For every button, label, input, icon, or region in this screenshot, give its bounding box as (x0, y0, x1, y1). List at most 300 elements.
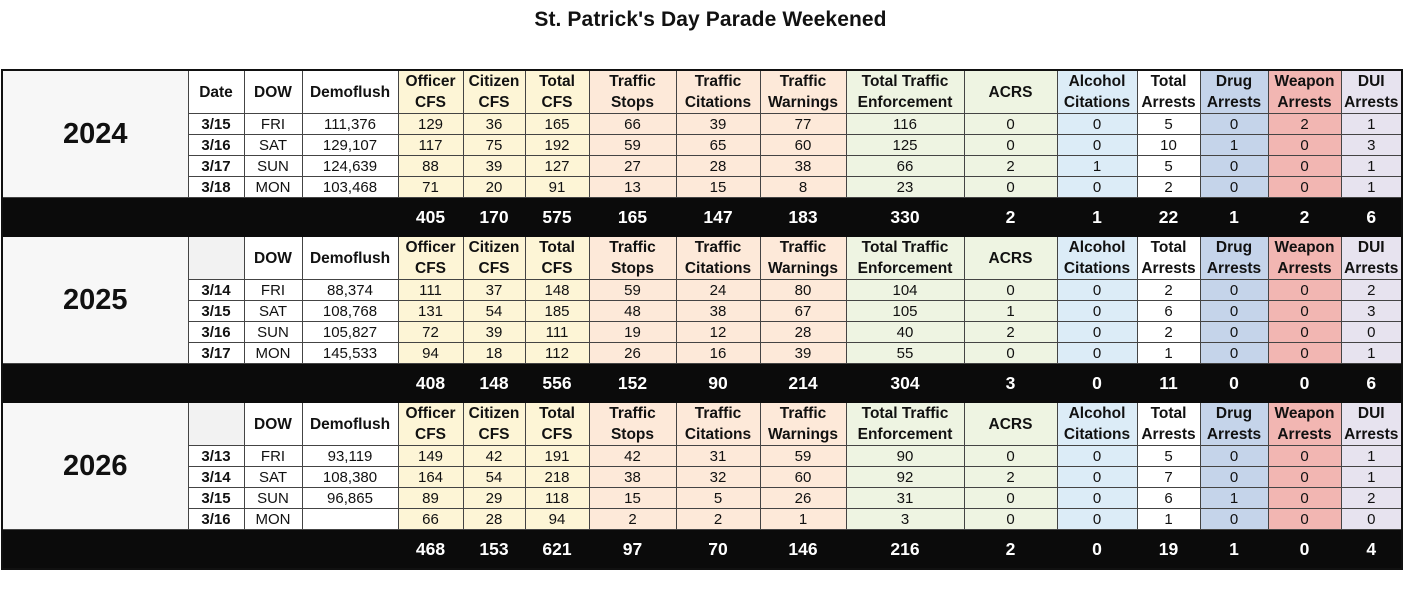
officer-cfs-header-line: CFS (415, 426, 446, 443)
dow-cell: SAT (244, 467, 302, 488)
total-cfs-header (525, 70, 589, 114)
citizen-cfs-cell: 37 (463, 280, 525, 301)
total-arrests-header-line: Arrests (1141, 94, 1196, 111)
drug-arrests-header (1200, 237, 1268, 280)
totals-spacer (2, 530, 398, 570)
citizen-cfs-cell: 20 (463, 177, 525, 198)
total-arrests-cell: 2 (1137, 280, 1200, 301)
dow-cell: FRI (244, 280, 302, 301)
traffic-citations-total: 70 (676, 530, 760, 570)
total-cfs-header (525, 403, 589, 446)
drug-arrests-cell: 0 (1200, 467, 1268, 488)
total-traffic-enforcement-header-line: Total Traffic (861, 73, 949, 90)
alcohol-citations-header-line: Alcohol (1068, 405, 1126, 422)
dui-arrests-cell: 3 (1341, 301, 1402, 322)
officer-cfs-header (398, 403, 463, 446)
acrs-cell: 2 (964, 322, 1057, 343)
dow-cell: SAT (244, 301, 302, 322)
citizen-cfs-cell: 39 (463, 156, 525, 177)
drug-arrests-cell: 0 (1200, 322, 1268, 343)
dui-arrests-header-line: DUI (1357, 405, 1385, 422)
demoflush-cell: 93,119 (302, 446, 398, 467)
total-cfs-header-line: CFS (541, 94, 573, 111)
traffic-stops-header-line: Traffic (609, 73, 656, 90)
officer-cfs-header-line: CFS (415, 260, 446, 277)
total-arrests-header-line: Total (1150, 73, 1187, 90)
drug-arrests-cell: 0 (1200, 280, 1268, 301)
total-arrests-header (1137, 70, 1200, 114)
traffic-stops-cell: 13 (589, 177, 676, 198)
traffic-warnings-cell: 80 (760, 280, 846, 301)
alcohol-citations-header-line: Alcohol (1068, 73, 1126, 90)
year-label: 2024 (2, 70, 188, 198)
traffic-stops-total: 97 (589, 530, 676, 570)
alcohol-citations-cell: 0 (1057, 135, 1137, 156)
dow-cell: SAT (244, 135, 302, 156)
traffic-citations-header (676, 403, 760, 446)
weapon-arrests-cell: 0 (1268, 177, 1341, 198)
alcohol-citations-header (1057, 403, 1137, 446)
alcohol-citations-cell: 0 (1057, 343, 1137, 364)
weapon-arrests-cell: 0 (1268, 135, 1341, 156)
acrs-cell: 0 (964, 280, 1057, 301)
traffic-warnings-header-line: Traffic (779, 239, 827, 256)
citizen-cfs-header-line: Citizen (468, 239, 520, 256)
dui-arrests-cell: 1 (1341, 156, 1402, 177)
table-row (2, 301, 1402, 322)
weapon-arrests-total: 0 (1268, 364, 1341, 403)
total-cfs-total: 621 (525, 530, 589, 570)
demoflush-cell: 96,865 (302, 488, 398, 509)
officer-cfs-header (398, 237, 463, 280)
dow-cell: FRI (244, 114, 302, 135)
demoflush-cell: 105,827 (302, 322, 398, 343)
drug-arrests-cell: 0 (1200, 343, 1268, 364)
officer-cfs-cell: 131 (398, 301, 463, 322)
citizen-cfs-cell: 36 (463, 114, 525, 135)
citizen-cfs-total: 148 (463, 364, 525, 403)
officer-cfs-total: 408 (398, 364, 463, 403)
total-traffic-enforcement-header-line: Enforcement (857, 426, 953, 443)
total-traffic-enforcement-cell: 90 (846, 446, 964, 467)
alcohol-citations-header-line: Citations (1063, 426, 1131, 443)
total-arrests-cell: 1 (1137, 343, 1200, 364)
traffic-citations-cell: 16 (676, 343, 760, 364)
alcohol-citations-cell: 0 (1057, 177, 1137, 198)
citizen-cfs-header-line: CFS (478, 260, 510, 277)
total-arrests-header (1137, 403, 1200, 446)
acrs-header: ACRS (964, 403, 1057, 446)
totals-row (2, 530, 1402, 570)
total-cfs-cell: 112 (525, 343, 589, 364)
total-cfs-header-line: Total (539, 239, 575, 256)
date-cell: 3/17 (188, 343, 244, 364)
citizen-cfs-cell: 42 (463, 446, 525, 467)
dui-arrests-header-line: Arrests (1344, 426, 1399, 443)
citizen-cfs-cell: 18 (463, 343, 525, 364)
table-row (2, 488, 1402, 509)
officer-cfs-cell: 117 (398, 135, 463, 156)
total-cfs-cell: 191 (525, 446, 589, 467)
traffic-warnings-header (760, 403, 846, 446)
total-arrests-total: 19 (1137, 530, 1200, 570)
total-cfs-cell: 192 (525, 135, 589, 156)
alcohol-citations-cell: 0 (1057, 114, 1137, 135)
total-traffic-enforcement-total: 304 (846, 364, 964, 403)
citizen-cfs-total: 170 (463, 198, 525, 237)
traffic-citations-cell: 5 (676, 488, 760, 509)
table-row (2, 177, 1402, 198)
dow-header: DOW (244, 70, 302, 114)
traffic-citations-header-line: Traffic (694, 73, 742, 90)
drug-arrests-cell: 1 (1200, 488, 1268, 509)
officer-cfs-header-line: CFS (415, 94, 446, 111)
traffic-citations-header-line: Traffic (694, 405, 742, 422)
demoflush-cell: 124,639 (302, 156, 398, 177)
total-arrests-cell: 5 (1137, 114, 1200, 135)
traffic-stops-header-line: Traffic (609, 239, 656, 256)
demoflush-header: Demoflush (302, 70, 398, 114)
drug-arrests-header-line: Arrests (1206, 94, 1262, 111)
traffic-warnings-total: 214 (760, 364, 846, 403)
traffic-citations-header (676, 70, 760, 114)
acrs-cell: 0 (964, 343, 1057, 364)
date-cell: 3/15 (188, 301, 244, 322)
total-cfs-header-line: Total (539, 73, 575, 90)
total-cfs-total: 575 (525, 198, 589, 237)
weapon-arrests-header-line: Weapon (1274, 73, 1335, 90)
drug-arrests-cell: 0 (1200, 114, 1268, 135)
traffic-warnings-cell: 60 (760, 135, 846, 156)
alcohol-citations-header (1057, 70, 1137, 114)
alcohol-citations-total: 1 (1057, 198, 1137, 237)
traffic-stops-total: 165 (589, 198, 676, 237)
weapon-arrests-header (1268, 237, 1341, 280)
traffic-stops-cell: 59 (589, 280, 676, 301)
traffic-warnings-header-line: Traffic (779, 405, 827, 422)
year-label: 2026 (2, 403, 188, 530)
traffic-citations-cell: 32 (676, 467, 760, 488)
acrs-cell: 0 (964, 114, 1057, 135)
table-row (2, 114, 1402, 135)
alcohol-citations-header-line: Citations (1063, 260, 1131, 277)
traffic-warnings-header (760, 70, 846, 114)
citizen-cfs-header-line: CFS (478, 94, 510, 111)
total-arrests-cell: 2 (1137, 322, 1200, 343)
weapon-arrests-cell: 2 (1268, 114, 1341, 135)
total-arrests-cell: 10 (1137, 135, 1200, 156)
dui-arrests-header (1341, 237, 1402, 280)
weapon-arrests-cell: 0 (1268, 467, 1341, 488)
acrs-cell: 2 (964, 156, 1057, 177)
drug-arrests-header-line: Arrests (1206, 260, 1262, 277)
traffic-stops-header (589, 237, 676, 280)
traffic-citations-header-line: Citations (684, 94, 752, 111)
citizen-cfs-cell: 29 (463, 488, 525, 509)
traffic-warnings-cell: 39 (760, 343, 846, 364)
date-cell: 3/15 (188, 114, 244, 135)
traffic-citations-total: 147 (676, 198, 760, 237)
dui-arrests-cell: 1 (1341, 446, 1402, 467)
demoflush-cell: 108,380 (302, 467, 398, 488)
year-label: 2025 (2, 237, 188, 364)
header-row (2, 403, 1402, 446)
demoflush-cell: 145,533 (302, 343, 398, 364)
page-title: St. Patrick's Day Parade Weekened (534, 8, 887, 31)
dui-arrests-cell: 0 (1341, 509, 1402, 530)
weapon-arrests-cell: 0 (1268, 488, 1341, 509)
traffic-warnings-total: 146 (760, 530, 846, 570)
alcohol-citations-cell: 0 (1057, 488, 1137, 509)
table-row (2, 509, 1402, 530)
drug-arrests-cell: 0 (1200, 509, 1268, 530)
traffic-citations-cell: 2 (676, 509, 760, 530)
drug-arrests-total: 1 (1200, 530, 1268, 570)
traffic-stops-cell: 15 (589, 488, 676, 509)
date-cell: 3/15 (188, 488, 244, 509)
alcohol-citations-cell: 1 (1057, 156, 1137, 177)
drug-arrests-header-line: Arrests (1206, 426, 1262, 443)
total-arrests-cell: 6 (1137, 301, 1200, 322)
table-row (2, 156, 1402, 177)
table-row (2, 467, 1402, 488)
date-header: Date (188, 70, 244, 114)
traffic-citations-header (676, 237, 760, 280)
date-cell: 3/18 (188, 177, 244, 198)
demoflush-cell: 111,376 (302, 114, 398, 135)
date-cell: 3/14 (188, 467, 244, 488)
traffic-stops-cell: 42 (589, 446, 676, 467)
traffic-stops-header-line: Stops (610, 260, 655, 277)
total-cfs-cell: 91 (525, 177, 589, 198)
traffic-warnings-cell: 60 (760, 467, 846, 488)
traffic-citations-cell: 65 (676, 135, 760, 156)
dui-arrests-cell: 1 (1341, 114, 1402, 135)
acrs-total: 2 (964, 198, 1057, 237)
traffic-stops-cell: 66 (589, 114, 676, 135)
acrs-cell: 0 (964, 177, 1057, 198)
traffic-citations-cell: 15 (676, 177, 760, 198)
total-arrests-cell: 7 (1137, 467, 1200, 488)
totals-row (2, 198, 1402, 237)
total-traffic-enforcement-cell: 31 (846, 488, 964, 509)
dui-arrests-header-line: DUI (1357, 73, 1385, 90)
date-cell: 3/17 (188, 156, 244, 177)
total-traffic-enforcement-cell: 66 (846, 156, 964, 177)
total-traffic-enforcement-total: 330 (846, 198, 964, 237)
traffic-warnings-cell: 28 (760, 322, 846, 343)
total-traffic-enforcement-cell: 55 (846, 343, 964, 364)
traffic-warnings-cell: 59 (760, 446, 846, 467)
officer-cfs-total: 468 (398, 530, 463, 570)
officer-cfs-cell: 66 (398, 509, 463, 530)
drug-arrests-cell: 0 (1200, 446, 1268, 467)
acrs-total: 2 (964, 530, 1057, 570)
citizen-cfs-total: 153 (463, 530, 525, 570)
total-arrests-header-line: Total (1150, 405, 1187, 422)
traffic-stops-cell: 38 (589, 467, 676, 488)
acrs-header: ACRS (964, 237, 1057, 280)
total-traffic-enforcement-header-line: Total Traffic (861, 405, 949, 422)
dow-cell: SUN (244, 322, 302, 343)
dui-arrests-cell: 1 (1341, 177, 1402, 198)
dui-arrests-header-line: Arrests (1344, 94, 1399, 111)
date-cell: 3/16 (188, 509, 244, 530)
weapon-arrests-header-line: Weapon (1274, 239, 1335, 256)
total-traffic-enforcement-header (846, 403, 964, 446)
weapon-arrests-cell: 0 (1268, 301, 1341, 322)
table-row (2, 322, 1402, 343)
drug-arrests-header (1200, 403, 1268, 446)
weapon-arrests-cell: 0 (1268, 343, 1341, 364)
total-cfs-cell: 148 (525, 280, 589, 301)
traffic-warnings-header-line: Warnings (767, 426, 839, 443)
demoflush-cell: 108,768 (302, 301, 398, 322)
traffic-citations-cell: 38 (676, 301, 760, 322)
officer-cfs-cell: 71 (398, 177, 463, 198)
total-cfs-cell: 111 (525, 322, 589, 343)
traffic-stops-cell: 59 (589, 135, 676, 156)
total-traffic-enforcement-header-line: Enforcement (857, 94, 953, 111)
traffic-stops-cell: 19 (589, 322, 676, 343)
dow-header: DOW (244, 403, 302, 446)
officer-cfs-cell: 89 (398, 488, 463, 509)
traffic-stops-cell: 2 (589, 509, 676, 530)
traffic-warnings-header (760, 237, 846, 280)
date-cell: 3/16 (188, 135, 244, 156)
total-cfs-total: 556 (525, 364, 589, 403)
total-cfs-header (525, 237, 589, 280)
traffic-citations-cell: 24 (676, 280, 760, 301)
totals-row (2, 364, 1402, 403)
weapon-arrests-total: 0 (1268, 530, 1341, 570)
weapon-arrests-header-line: Arrests (1277, 94, 1332, 111)
alcohol-citations-cell: 0 (1057, 322, 1137, 343)
total-traffic-enforcement-header (846, 237, 964, 280)
demoflush-cell (302, 509, 398, 530)
officer-cfs-header (398, 70, 463, 114)
date-header-blank (188, 237, 244, 280)
officer-cfs-total: 405 (398, 198, 463, 237)
acrs-cell: 1 (964, 301, 1057, 322)
total-cfs-cell: 118 (525, 488, 589, 509)
dui-arrests-total: 6 (1341, 198, 1402, 237)
table-row (2, 135, 1402, 156)
total-traffic-enforcement-cell: 116 (846, 114, 964, 135)
traffic-warnings-header-line: Warnings (767, 94, 839, 111)
traffic-warnings-header-line: Traffic (779, 73, 827, 90)
dui-arrests-cell: 1 (1341, 343, 1402, 364)
acrs-cell: 0 (964, 488, 1057, 509)
acrs-header: ACRS (964, 70, 1057, 114)
weapon-arrests-header-line: Arrests (1277, 426, 1332, 443)
dui-arrests-cell: 2 (1341, 280, 1402, 301)
officer-cfs-cell: 72 (398, 322, 463, 343)
dow-cell: SUN (244, 156, 302, 177)
table-row (2, 446, 1402, 467)
traffic-warnings-cell: 8 (760, 177, 846, 198)
total-traffic-enforcement-cell: 104 (846, 280, 964, 301)
demoflush-header: Demoflush (302, 237, 398, 280)
total-traffic-enforcement-header (846, 70, 964, 114)
weapon-arrests-cell: 0 (1268, 322, 1341, 343)
weapon-arrests-total: 2 (1268, 198, 1341, 237)
traffic-warnings-header-line: Warnings (767, 260, 839, 277)
traffic-citations-cell: 28 (676, 156, 760, 177)
traffic-stops-total: 152 (589, 364, 676, 403)
drug-arrests-header-line: Drug (1215, 239, 1253, 256)
weapon-arrests-header-line: Weapon (1274, 405, 1335, 422)
traffic-stops-header-line: Traffic (609, 405, 656, 422)
citizen-cfs-cell: 39 (463, 322, 525, 343)
alcohol-citations-cell: 0 (1057, 446, 1137, 467)
total-cfs-header-line: Total (539, 405, 575, 422)
dui-arrests-cell: 2 (1341, 488, 1402, 509)
total-cfs-cell: 94 (525, 509, 589, 530)
citizen-cfs-header (463, 237, 525, 280)
traffic-stops-cell: 26 (589, 343, 676, 364)
alcohol-citations-header-line: Alcohol (1068, 239, 1126, 256)
drug-arrests-total: 1 (1200, 198, 1268, 237)
date-cell: 3/14 (188, 280, 244, 301)
citizen-cfs-cell: 54 (463, 467, 525, 488)
total-cfs-header-line: CFS (541, 426, 573, 443)
citizen-cfs-cell: 75 (463, 135, 525, 156)
date-cell: 3/13 (188, 446, 244, 467)
alcohol-citations-cell: 0 (1057, 301, 1137, 322)
total-cfs-header-line: CFS (541, 260, 573, 277)
total-traffic-enforcement-total: 216 (846, 530, 964, 570)
acrs-total: 3 (964, 364, 1057, 403)
citizen-cfs-cell: 54 (463, 301, 525, 322)
drug-arrests-header-line: Drug (1215, 73, 1253, 90)
drug-arrests-cell: 0 (1200, 301, 1268, 322)
traffic-warnings-total: 183 (760, 198, 846, 237)
traffic-stops-header-line: Stops (610, 426, 655, 443)
drug-arrests-cell: 0 (1200, 156, 1268, 177)
acrs-cell: 0 (964, 135, 1057, 156)
dow-cell: SUN (244, 488, 302, 509)
total-arrests-header-line: Total (1150, 239, 1187, 256)
traffic-citations-total: 90 (676, 364, 760, 403)
demoflush-header: Demoflush (302, 403, 398, 446)
acrs-cell: 0 (964, 446, 1057, 467)
total-arrests-total: 11 (1137, 364, 1200, 403)
dow-cell: MON (244, 509, 302, 530)
total-cfs-cell: 185 (525, 301, 589, 322)
total-traffic-enforcement-header-line: Enforcement (857, 260, 953, 277)
header-row (2, 70, 1402, 114)
total-arrests-cell: 2 (1137, 177, 1200, 198)
dui-arrests-cell: 0 (1341, 322, 1402, 343)
traffic-warnings-cell: 1 (760, 509, 846, 530)
citizen-cfs-cell: 28 (463, 509, 525, 530)
weapon-arrests-header-line: Arrests (1277, 260, 1332, 277)
traffic-citations-header-line: Citations (684, 260, 752, 277)
traffic-citations-cell: 12 (676, 322, 760, 343)
weapon-arrests-cell: 0 (1268, 280, 1341, 301)
officer-cfs-header-line: Officer (405, 73, 456, 90)
total-arrests-cell: 1 (1137, 509, 1200, 530)
alcohol-citations-total: 0 (1057, 364, 1137, 403)
weapon-arrests-cell: 0 (1268, 509, 1341, 530)
dow-cell: MON (244, 177, 302, 198)
officer-cfs-cell: 88 (398, 156, 463, 177)
total-arrests-cell: 5 (1137, 446, 1200, 467)
header-row (2, 237, 1402, 280)
traffic-stops-header-line: Stops (610, 94, 655, 111)
totals-spacer (2, 198, 398, 237)
